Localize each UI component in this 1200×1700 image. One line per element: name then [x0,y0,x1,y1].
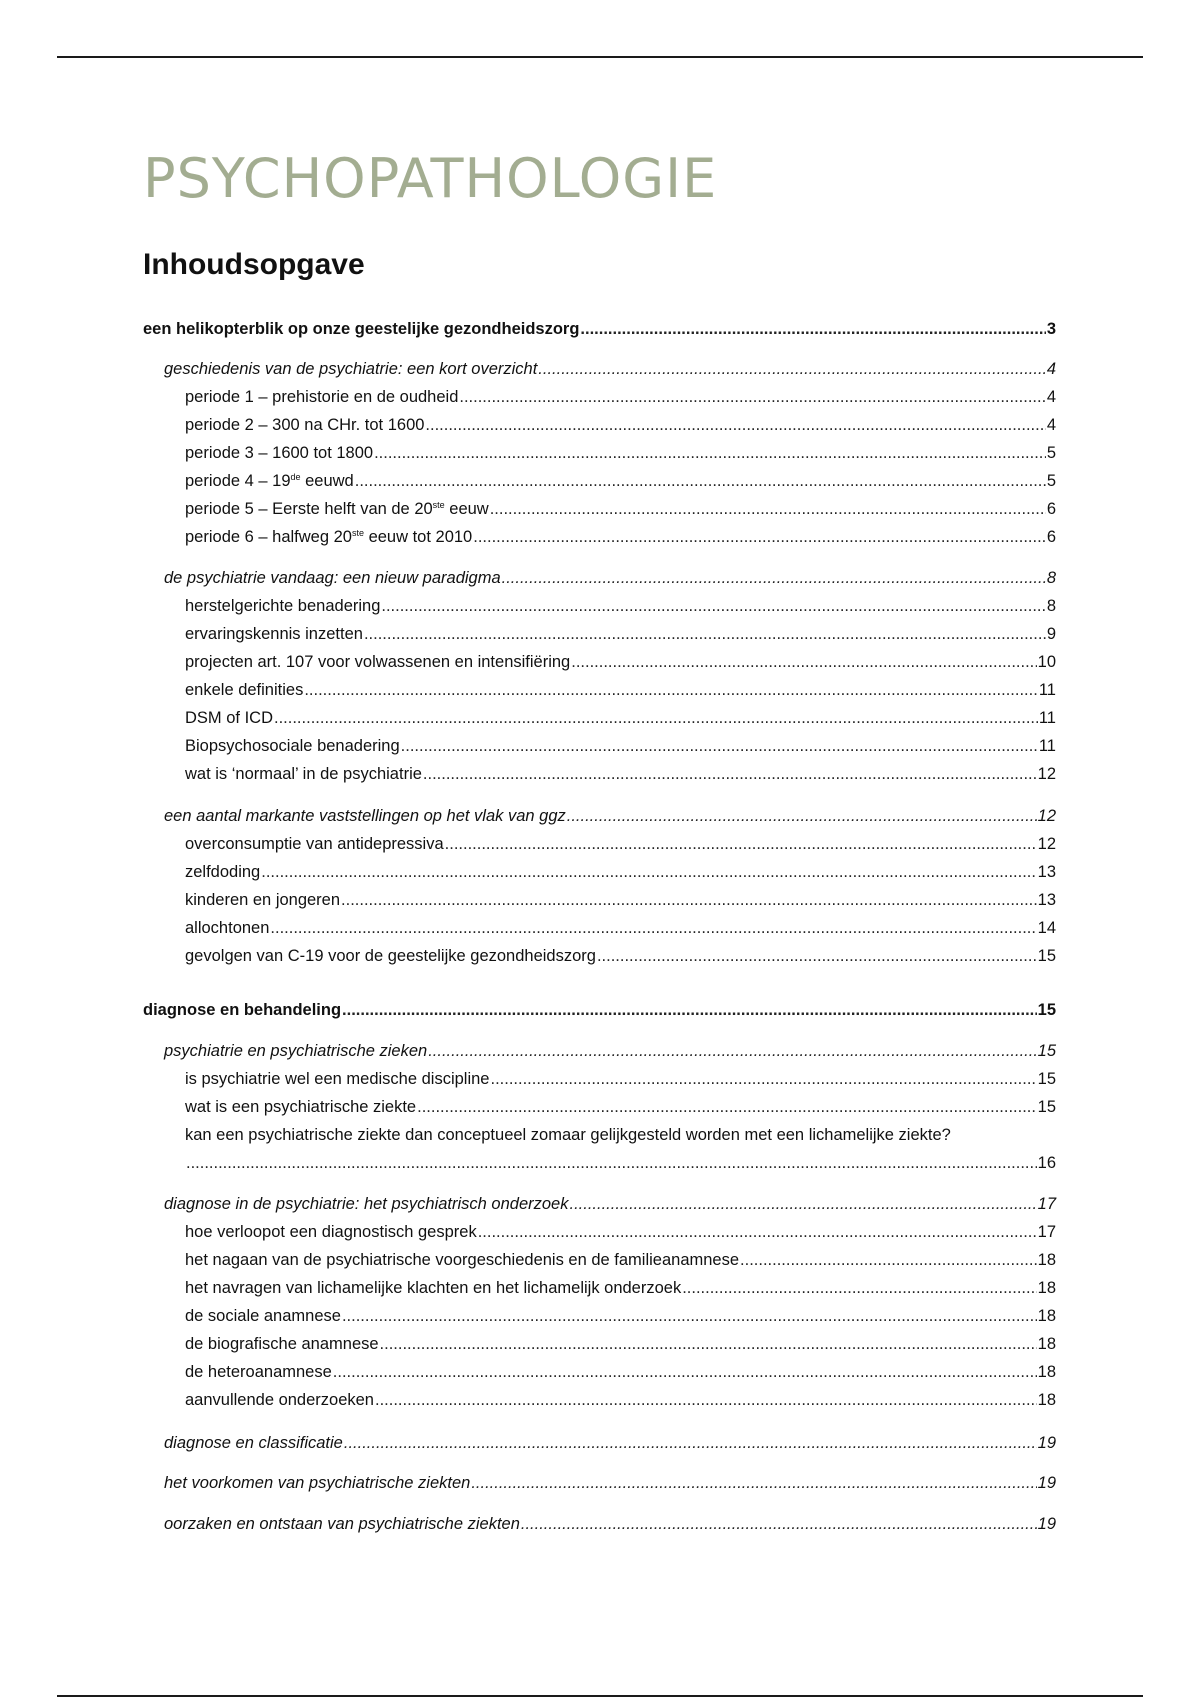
toc-entry-title: periode 2 – 300 na CHr. tot 1600 [185,416,425,434]
toc-leader [380,1334,1037,1354]
toc-entry-title: diagnose en classificatie [164,1434,343,1452]
toc-leader [490,499,1046,519]
toc-leader [423,764,1037,784]
toc-entry[interactable] [185,1334,1056,1354]
toc-entry-title: oorzaken en ontstaan van psychiatrische ziekten [164,1515,520,1533]
toc-leader [521,1514,1037,1534]
toc-entry-title: wat is een psychiatrische ziekte [185,1098,417,1116]
toc-entry-title: een helikopterblik op onze geestelijke gezondheidszorg [143,320,580,338]
toc-page-number: 15 [1037,1001,1056,1019]
toc-page-number: 5 [1046,472,1056,490]
document-title: PSYCHOPATHOLOGIE [143,147,718,210]
toc-leader [490,1069,1036,1089]
toc-page-number: 14 [1037,919,1056,937]
toc-leader [471,1473,1036,1493]
toc-entry-title: is psychiatrie wel een medische discipline [185,1070,490,1088]
toc-entry-title: het nagaan van de psychiatrische voorgeschiedenis en de familieanamnese [185,1251,740,1269]
toc-entry[interactable] [185,1153,1056,1173]
toc-entry[interactable] [164,1194,1056,1214]
toc-entry[interactable] [185,1390,1056,1410]
toc-entry-title: diagnose en behandeling [143,1001,342,1019]
toc-entry-title: het voorkomen van psychiatrische ziekten [164,1474,471,1492]
toc-leader [364,624,1046,644]
toc-entry[interactable] [185,890,1056,910]
toc-page-number: 3 [1046,320,1056,338]
toc-leader [333,1362,1037,1382]
toc-entry[interactable] [143,319,1056,339]
toc-leader [502,568,1046,588]
toc-entry-title: een aantal markante vaststellingen op het vlak van ggz [164,807,566,825]
toc-entry[interactable] [185,1306,1056,1326]
toc-entry[interactable] [185,1278,1056,1298]
toc-entry-title: de biografische anamnese [185,1335,379,1353]
toc-leader [538,359,1046,379]
toc-entry[interactable] [185,499,1056,519]
toc-leader [682,1278,1036,1298]
toc-entry-title: periode 5 – Eerste helft van de 20ste eeuw [185,500,489,518]
toc-entry[interactable] [185,918,1056,938]
toc-entry[interactable] [185,946,1056,966]
toc-leader [445,834,1037,854]
toc-page-number: 18 [1037,1363,1056,1381]
toc-leader [342,1000,1037,1020]
toc-page-number: 18 [1037,1307,1056,1325]
toc-entry[interactable] [185,834,1056,854]
toc-entry-title: periode 3 – 1600 tot 1800 [185,444,374,462]
toc-leader [417,1097,1037,1117]
ordinal-superscript: de [290,472,301,482]
toc-entry[interactable] [185,415,1056,435]
toc-page-number: 19 [1037,1474,1056,1492]
toc-entry[interactable] [185,708,1056,728]
toc-entry-title: herstelgerichte benadering [185,597,381,615]
toc-page-number: 18 [1037,1335,1056,1353]
toc-page-number: 15 [1037,1070,1056,1088]
toc-leader [304,680,1038,700]
toc-leader [597,946,1037,966]
toc-entry-title: periode 6 – halfweg 20ste eeuw tot 2010 [185,528,473,546]
toc-page-number: 17 [1037,1195,1056,1213]
toc-entry[interactable] [185,1069,1056,1089]
toc-entry[interactable] [185,1222,1056,1242]
toc-entry-title: diagnose in de psychiatrie: het psychiatrisch onderzoek [164,1195,569,1213]
toc-entry[interactable] [164,1433,1056,1453]
toc-entry-title: projecten art. 107 voor volwassenen en intensifiëring [185,653,571,671]
toc-page-number: 17 [1037,1223,1056,1241]
toc-page-number: 9 [1046,625,1056,643]
toc-entry-title: hoe verloopot een diagnostisch gesprek [185,1223,477,1241]
toc-page-number: 15 [1037,947,1056,965]
toc-page-number: 13 [1037,863,1056,881]
toc-entry-title: aanvullende onderzoeken [185,1391,374,1409]
toc-leader [459,387,1045,407]
toc-entry[interactable] [185,736,1056,756]
toc-entry-title: enkele definities [185,681,304,699]
toc-leader [261,862,1036,882]
toc-entry[interactable] [185,1250,1056,1270]
toc-page-number: 18 [1037,1391,1056,1409]
toc-entry-title: zelfdoding [185,863,261,881]
toc-entry[interactable] [164,1514,1056,1534]
toc-page-number: 15 [1037,1042,1056,1060]
toc-leader [478,1222,1037,1242]
toc-entry[interactable] [164,1041,1056,1061]
toc-leader [344,1433,1037,1453]
toc-entry[interactable] [185,596,1056,616]
toc-page-number: 6 [1046,500,1056,518]
toc-entry-title: Biopsychosociale benadering [185,737,400,755]
toc-entry[interactable] [185,527,1056,547]
toc-entry[interactable] [164,568,1056,588]
toc-entry[interactable] [185,471,1056,491]
ordinal-superscript: ste [351,528,364,538]
toc-leader [580,319,1045,339]
toc-entry[interactable] [185,387,1056,407]
toc-leader [567,806,1037,826]
toc-entry-title: kinderen en jongeren [185,891,341,909]
toc-page-number: 6 [1046,528,1056,546]
toc-entry-title: de heteroanamnese [185,1363,332,1381]
toc-entry-title: overconsumptie van antidepressiva [185,835,444,853]
toc-entry-title: wat is ‘normaal’ in de psychiatrie [185,765,422,783]
header-rule [57,56,1143,58]
toc-entry-title: allochtonen [185,919,270,937]
toc-leader [186,1153,1037,1173]
ordinal-superscript: ste [432,500,445,510]
toc-entry-title: het navragen van lichamelijke klachten en het lichamelijk onderzoek [185,1279,682,1297]
toc-entry-title: periode 1 – prehistorie en de oudheid [185,388,459,406]
toc-entry[interactable] [164,1473,1056,1493]
toc-leader [375,1390,1037,1410]
toc-page-number: 4 [1046,416,1056,434]
toc-page-number: 13 [1037,891,1056,909]
toc-entry[interactable] [185,764,1056,784]
toc-entry-title: psychiatrie en psychiatrische zieken [164,1042,428,1060]
toc-page-number: 8 [1046,597,1056,615]
toc-page-number: 12 [1037,765,1056,783]
toc-page-number: 15 [1037,1098,1056,1116]
toc-entry[interactable] [185,862,1056,882]
toc-page-number: 19 [1037,1515,1056,1533]
toc-entry-title-wrapped[interactable]: kan een psychiatrische ziekte dan conceptueel zomaar gelijkgesteld worden met een lichamelijke ziekte? [185,1126,951,1144]
toc-page-number: 4 [1046,360,1056,378]
toc-leader [569,1194,1036,1214]
toc-leader [274,708,1038,728]
toc-entry[interactable] [185,652,1056,672]
toc-page-number: 11 [1038,709,1056,727]
toc-entry[interactable] [185,1097,1056,1117]
toc-page-number: 16 [1037,1154,1056,1172]
toc-leader [381,596,1045,616]
toc-leader [740,1250,1037,1270]
toc-page-number: 18 [1037,1251,1056,1269]
toc-leader [401,736,1038,756]
toc-entry-title: de psychiatrie vandaag: een nieuw paradigma [164,569,501,587]
toc-leader [473,527,1046,547]
toc-entry[interactable] [164,359,1056,379]
toc-page-number: 11 [1038,737,1056,755]
toc-leader [374,443,1046,463]
toc-entry-title: gevolgen van C-19 voor de geestelijke gezondheidszorg [185,947,596,965]
toc-leader [571,652,1036,672]
toc-entry-title: de sociale anamnese [185,1307,341,1325]
toc-entry[interactable] [143,1000,1056,1020]
toc-page-number: 10 [1037,653,1056,671]
toc-page-number: 4 [1046,388,1056,406]
toc-entry[interactable] [164,806,1056,826]
toc-page-number: 18 [1037,1279,1056,1297]
toc-entry[interactable] [185,443,1056,463]
toc-page-number: 19 [1037,1434,1056,1452]
toc-entry-title: DSM of ICD [185,709,274,727]
toc-page-number: 5 [1046,444,1056,462]
toc-entry-title: ervaringskennis inzetten [185,625,363,643]
toc-heading: Inhoudsopgave [143,248,365,281]
toc-entry-title: geschiedenis van de psychiatrie: een kort overzicht [164,360,538,378]
toc-leader [341,890,1037,910]
toc-entry[interactable] [185,624,1056,644]
footer-rule [57,1695,1143,1697]
toc-entry[interactable] [185,1362,1056,1382]
toc-leader [425,415,1045,435]
toc-leader [342,1306,1037,1326]
toc-leader [270,918,1036,938]
toc-leader [355,471,1046,491]
toc-entry-title: periode 4 – 19de eeuwd [185,472,354,490]
toc-page-number: 12 [1037,835,1056,853]
toc-page-number: 8 [1046,569,1056,587]
toc-page-number: 11 [1038,681,1056,699]
toc-page-number: 12 [1037,807,1056,825]
toc-entry[interactable] [185,680,1056,700]
toc-leader [428,1041,1036,1061]
